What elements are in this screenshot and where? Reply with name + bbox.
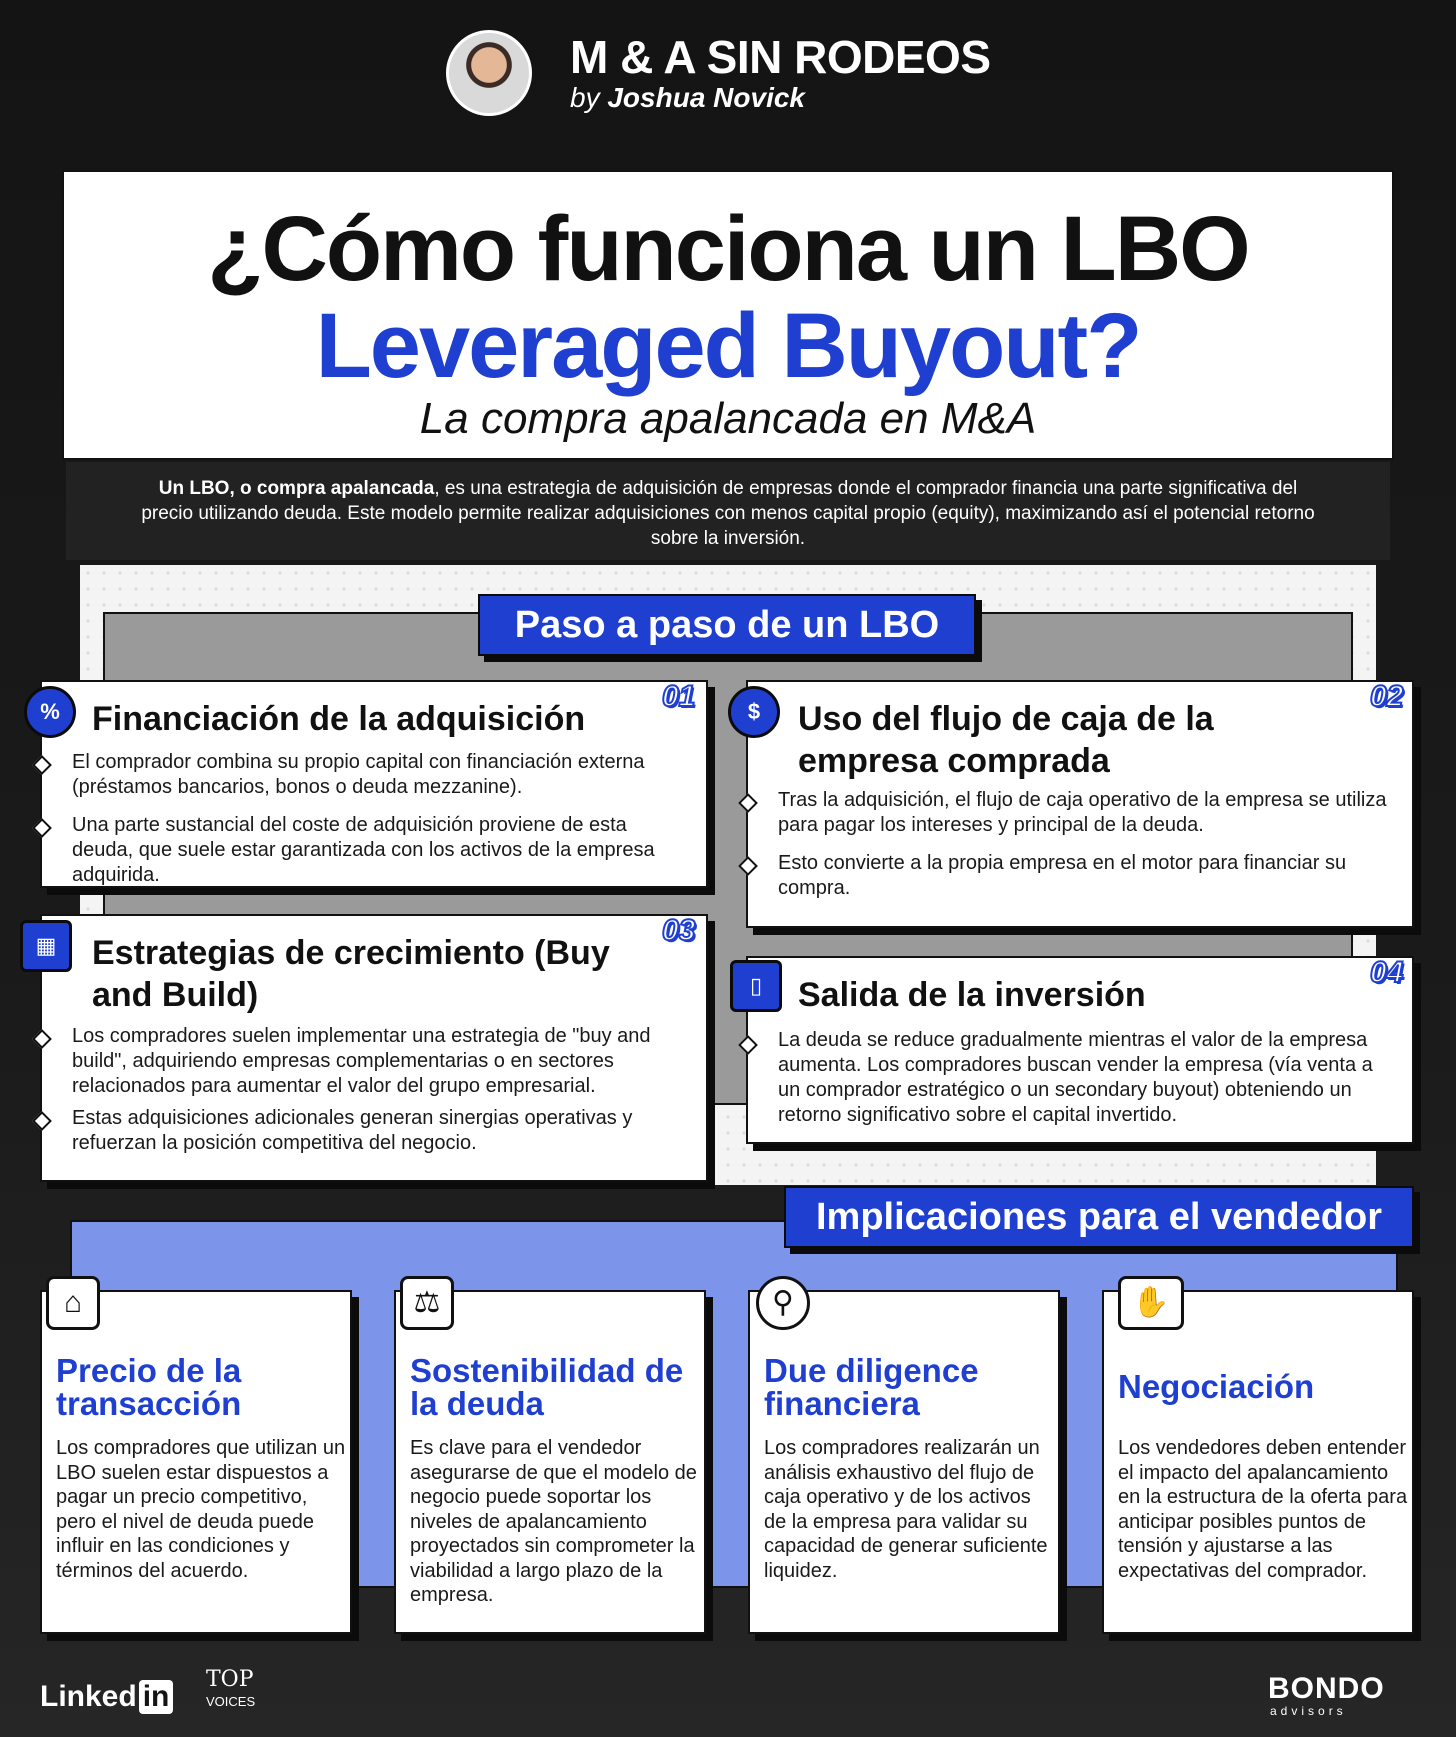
step-card-1 bbox=[40, 680, 708, 888]
building-blocks-icon: ▦ bbox=[20, 920, 72, 972]
top-voices-badge bbox=[206, 1667, 256, 1712]
step-title: Estrategias de crecimiento (Buy and Build) bbox=[92, 934, 610, 1014]
step-card-4 bbox=[746, 956, 1414, 1144]
intro-bold: Un LBO, o compra apalancada bbox=[158, 478, 435, 499]
step-number: 02 bbox=[1370, 680, 1404, 713]
step-bullet: La deuda se reduce gradualmente mientras el valor de la empresa aumenta. Los compradores buscan vender la empresa (vía venta a un comprador estratégico o un secondary buyout) obteniendo un retorno significativo sobre el capital invertido. bbox=[778, 1029, 1373, 1126]
bondo-logo: BONDO bbox=[1268, 1672, 1385, 1705]
money-bag-icon: % bbox=[24, 686, 76, 738]
implications-heading: Implicaciones para el vendedor bbox=[784, 1186, 1414, 1248]
step-bullet: El comprador combina su propio capital con financiación externa (préstamos bancarios, bonos o deuda mezzanine). bbox=[72, 751, 645, 798]
implication-card-debt bbox=[394, 1290, 706, 1634]
brand-byline bbox=[570, 82, 805, 114]
step-title: Financiación de la adquisición bbox=[92, 700, 586, 738]
top-voices-voices: VOICES bbox=[206, 1694, 256, 1709]
implication-title bbox=[410, 1354, 683, 1420]
linkedin-text: Linked bbox=[40, 1680, 137, 1713]
legal-document-icon: ⚖ bbox=[400, 1276, 454, 1330]
implication-title-line2: la deuda bbox=[410, 1385, 544, 1422]
implication-body: Los vendedores deben entender el impacto del apalancamiento en la estructura de la oferta para anticipar posibles puntos de tensión y ajustarse a las expectativas del comprador. bbox=[1118, 1437, 1408, 1582]
step-number: 01 bbox=[662, 680, 696, 713]
implication-card-due-diligence bbox=[748, 1290, 1060, 1634]
step-number: 04 bbox=[1370, 956, 1404, 989]
implication-title-line2: financiera bbox=[764, 1385, 920, 1422]
intro-rest: , es una estrategia de adquisición de empresas donde el comprador financia una parte significativa del precio utilizando deuda. Este modelo permite realizar adquisiciones con menos capital propio (equity), maximizando así el potencial retorno sobre la inversión. bbox=[141, 478, 1315, 549]
bullet-diamond-icon bbox=[32, 818, 52, 838]
steps-heading: Paso a paso de un LBO bbox=[478, 594, 976, 656]
intro-paragraph bbox=[66, 462, 1390, 560]
linkedin-logo bbox=[40, 1680, 173, 1714]
step-card-2 bbox=[746, 680, 1414, 928]
page-title-line1: ¿Cómo funciona un LBO bbox=[207, 198, 1249, 300]
bondo-advisors: advisors bbox=[1270, 1704, 1347, 1718]
bullet-diamond-icon bbox=[32, 1111, 52, 1131]
top-voices-top: TOP bbox=[206, 1667, 254, 1692]
step-bullet: Esto convierte a la propia empresa en el motor para financiar su compra. bbox=[778, 852, 1347, 899]
bullet-diamond-icon bbox=[32, 755, 52, 775]
page-subtitle: La compra apalancada en M&A bbox=[419, 394, 1037, 443]
step-bullet: Los compradores suelen implementar una estrategia de "buy and build", adquiriendo empresas complementarias o en sectores relacionados para aumentar el valor del grupo empresarial. bbox=[72, 1025, 651, 1097]
implication-body: Los compradores realizarán un análisis exhaustivo del flujo de caja operativo y de los activos de la empresa para validar su capacidad de generar suficiente liquidez. bbox=[764, 1437, 1048, 1582]
implication-title-line2: transacción bbox=[56, 1385, 242, 1422]
step-bullet: Tras la adquisición, el flujo de caja operativo de la empresa se utiliza para pagar los intereses y principal de la deuda. bbox=[778, 789, 1387, 836]
price-tag-icon: ⌂ bbox=[46, 1276, 100, 1330]
step-bullet: Estas adquisiciones adicionales generan sinergias operativas y refuerzan la posición competitiva del negocio. bbox=[72, 1107, 633, 1154]
exit-door-icon: ▯ bbox=[730, 960, 782, 1012]
byline-prefix: by bbox=[570, 82, 600, 113]
implication-title-line1: Precio de la bbox=[56, 1352, 242, 1389]
implication-title: Negociación bbox=[1118, 1368, 1315, 1405]
implication-body: Los compradores que utilizan un LBO suelen estar dispuestos a pagar un precio competitivo, pero el nivel de deuda puede influir en las condiciones y términos del acuerdo. bbox=[56, 1437, 346, 1582]
dollar-coin-icon: $ bbox=[728, 686, 780, 738]
step-title: Uso del flujo de caja de la empresa comprada bbox=[798, 700, 1214, 780]
bullet-diamond-icon bbox=[32, 1029, 52, 1049]
implication-body: Es clave para el vendedor asegurarse de que el modelo de negocio puede soportar los niveles de apalancamiento proyectados sin comprometer la viabilidad a largo plazo de la empresa. bbox=[410, 1437, 697, 1606]
page-title-line2: Leveraged Buyout? bbox=[315, 295, 1141, 397]
implication-card-negotiation bbox=[1102, 1290, 1414, 1634]
step-title: Salida de la inversión bbox=[798, 976, 1146, 1014]
brand-title: M & A SIN RODEOS bbox=[570, 31, 991, 83]
step-number: 03 bbox=[662, 914, 696, 947]
title-panel bbox=[62, 170, 1394, 460]
implication-card-price bbox=[40, 1290, 352, 1634]
handshake-icon: ✋ bbox=[1118, 1276, 1184, 1330]
implication-title-line1: Sostenibilidad de bbox=[410, 1352, 684, 1389]
step-card-3 bbox=[40, 914, 708, 1182]
implication-title bbox=[764, 1354, 979, 1420]
implication-title bbox=[56, 1354, 241, 1420]
author-name: Joshua Novick bbox=[607, 82, 805, 113]
magnifier-icon: ⚲ bbox=[756, 1276, 810, 1330]
implication-title-line1: Due diligence bbox=[764, 1352, 979, 1389]
author-avatar bbox=[446, 30, 532, 116]
step-bullet: Una parte sustancial del coste de adquisición proviene de esta deuda, que suele estar garantizada con los activos de la empresa adquirida. bbox=[72, 814, 655, 886]
linkedin-badge: in bbox=[139, 1680, 174, 1714]
